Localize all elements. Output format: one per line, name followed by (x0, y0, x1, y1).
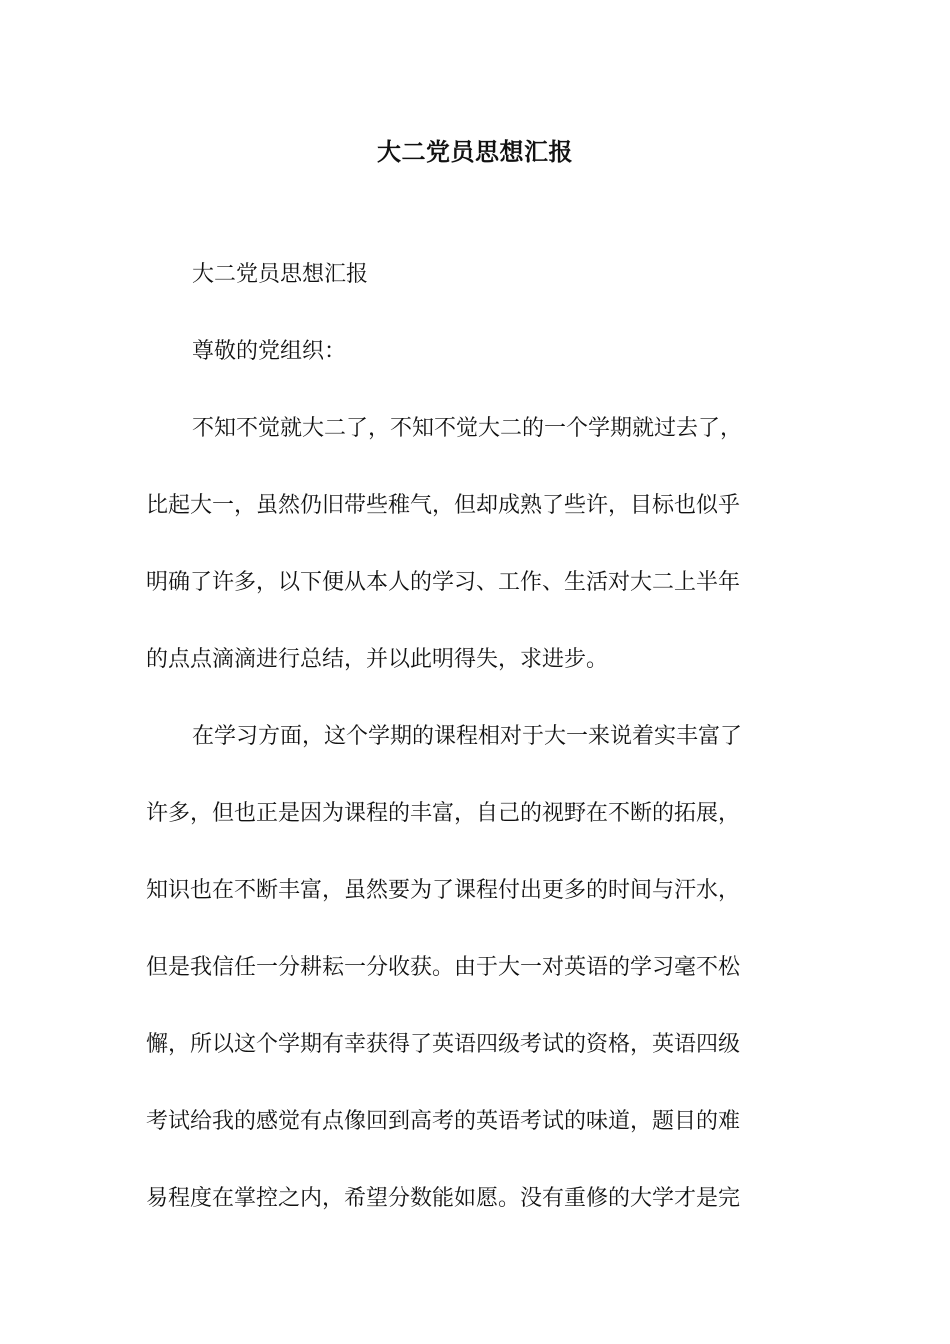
body-line: 但是我信任一分耕耘一分收获。由于大一对英语的学习毫不松 (146, 955, 741, 980)
body-line: 考试给我的感觉有点像回到高考的英语考试的味道，题目的难 (146, 1109, 741, 1134)
body-line: 许多，但也正是因为课程的丰富，自己的视野在不断的拓展， (146, 801, 741, 826)
body-line: 明确了许多，以下便从本人的学习、工作、生活对大二上半年 (146, 570, 741, 595)
body-line: 懈，所以这个学期有幸获得了英语四级考试的资格，英语四级 (146, 1032, 741, 1057)
document-body (146, 252, 806, 1253)
body-line: 的点点滴滴进行总结，并以此明得失，求进步。 (146, 647, 609, 672)
body-line: 尊敬的党组织： (192, 339, 347, 364)
body-line: 比起大一，虽然仍旧带些稚气，但却成熟了些许，目标也似乎 (146, 493, 741, 518)
body-line: 易程度在掌控之内，希望分数能如愿。没有重修的大学才是完 (146, 1186, 741, 1211)
document-title: 大二党员思想汇报 (377, 137, 573, 166)
body-line: 大二党员思想汇报 (192, 262, 369, 287)
body-line: 在学习方面，这个学期的课程相对于大一来说着实丰富了 (192, 724, 743, 749)
body-line: 不知不觉就大二了，不知不觉大二的一个学期就过去了， (192, 416, 743, 441)
body-line: 知识也在不断丰富，虽然要为了课程付出更多的时间与汗水， (146, 878, 741, 903)
